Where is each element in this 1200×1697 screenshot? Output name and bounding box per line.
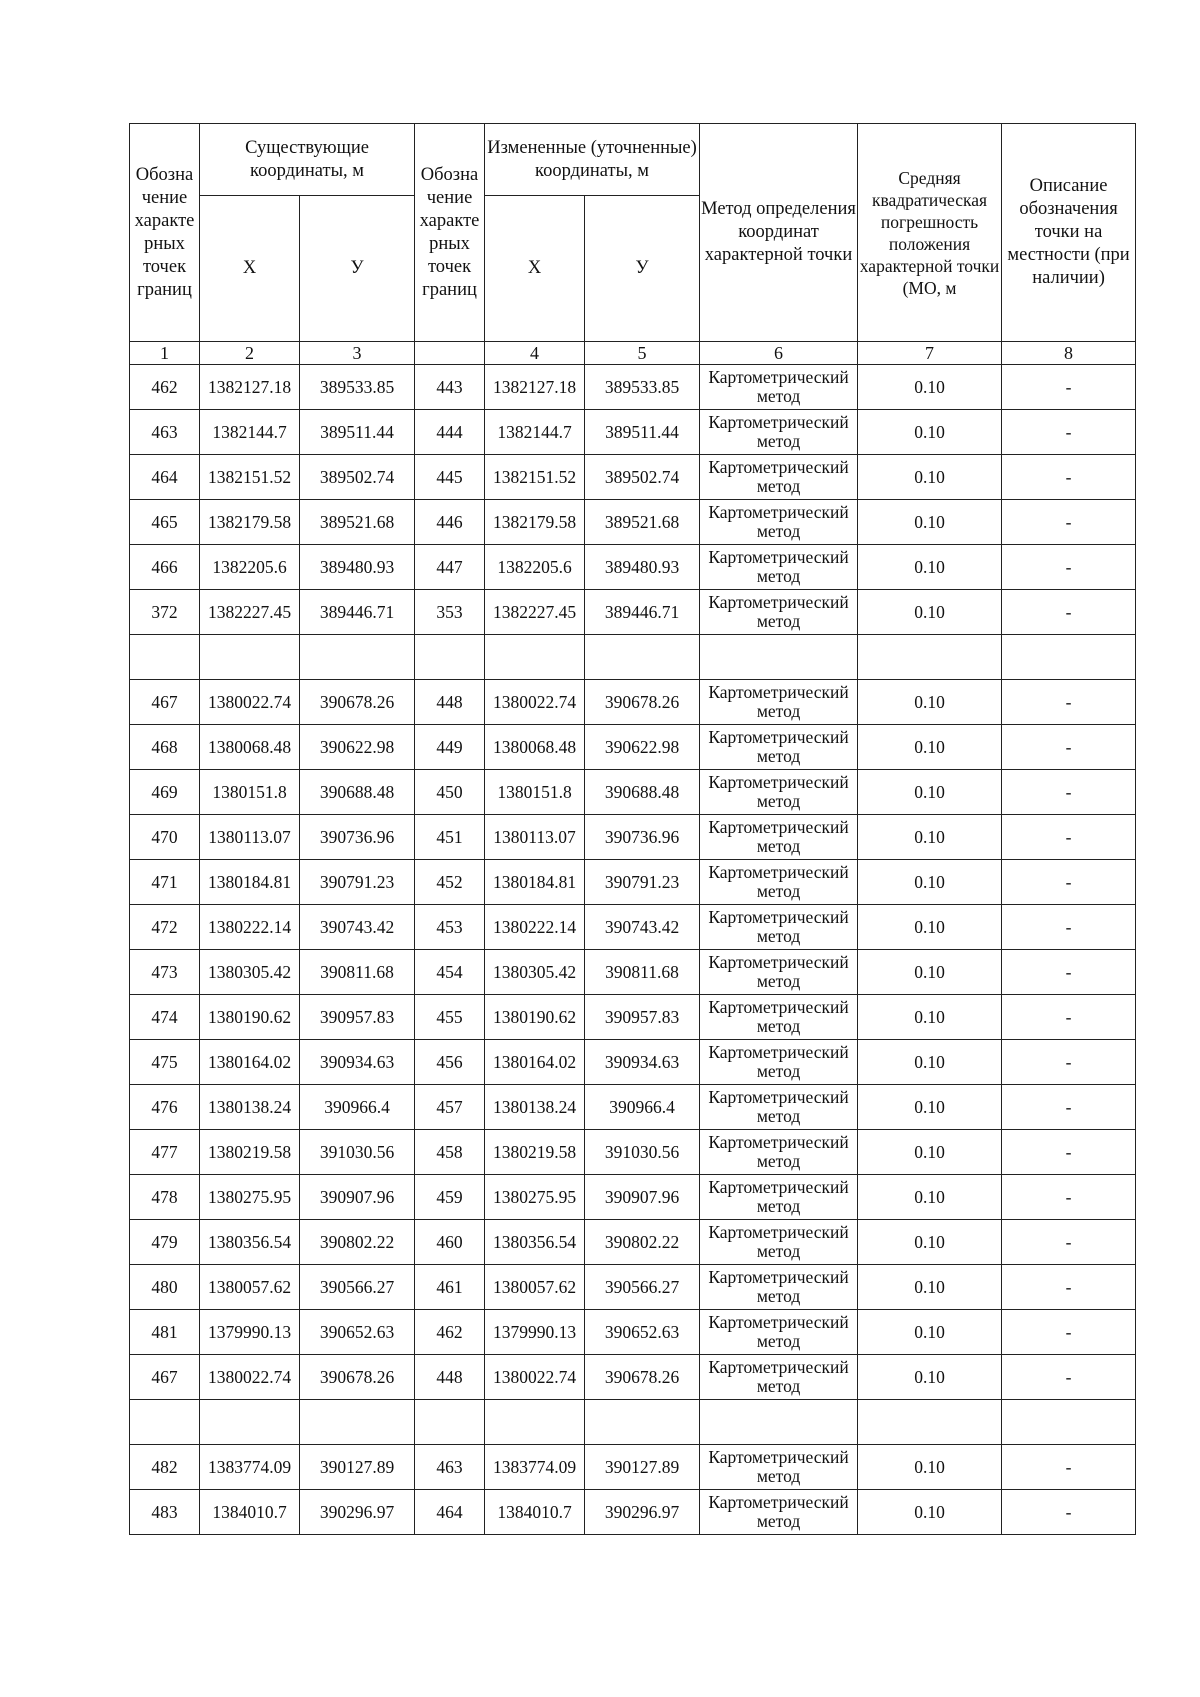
changed-x-cell: 1380184.81 [485,860,585,905]
method-cell: Картометрический метод [700,590,858,635]
changed-x-cell: 1380356.54 [485,1220,585,1265]
existing-y-cell: 390811.68 [300,950,415,995]
existing-point-cell: 464 [130,455,200,500]
existing-x-cell: 1380138.24 [200,1085,300,1130]
method-cell: Картометрический метод [700,815,858,860]
header-existing-x: Х [200,196,300,342]
changed-point-cell: 446 [415,500,485,545]
existing-y-cell: 390934.63 [300,1040,415,1085]
empty-cell [200,1400,300,1445]
mean-error-cell: 0.10 [858,1175,1002,1220]
changed-y-cell: 391030.56 [585,1130,700,1175]
existing-y-cell: 390678.26 [300,1355,415,1400]
existing-x-cell: 1380219.58 [200,1130,300,1175]
description-cell: - [1002,455,1136,500]
changed-x-cell: 1380068.48 [485,725,585,770]
empty-cell [700,1400,858,1445]
method-cell: Картометрический метод [700,905,858,950]
existing-x-cell: 1380022.74 [200,680,300,725]
changed-x-cell: 1380113.07 [485,815,585,860]
changed-x-cell: 1380275.95 [485,1175,585,1220]
table-row [130,725,1136,770]
existing-y-cell: 389502.74 [300,455,415,500]
description-cell: - [1002,815,1136,860]
changed-point-cell: 451 [415,815,485,860]
existing-y-cell: 390622.98 [300,725,415,770]
existing-point-cell: 476 [130,1085,200,1130]
existing-y-cell: 390127.89 [300,1445,415,1490]
changed-x-cell: 1382144.7 [485,410,585,455]
mean-error-cell: 0.10 [858,725,1002,770]
mean-error-cell: 0.10 [858,1085,1002,1130]
empty-cell [1002,1400,1136,1445]
changed-x-cell: 1380057.62 [485,1265,585,1310]
changed-x-cell: 1380164.02 [485,1040,585,1085]
changed-y-cell: 390566.27 [585,1265,700,1310]
table-row [130,905,1136,950]
table-row [130,1175,1136,1220]
header-designation-existing: Обозна чение характе рных точек границ [130,124,200,342]
changed-point-cell: 458 [415,1130,485,1175]
changed-y-cell: 389511.44 [585,410,700,455]
changed-point-cell: 443 [415,365,485,410]
changed-x-cell: 1380190.62 [485,995,585,1040]
column-number: 3 [300,342,415,365]
coordinates-table [129,123,1136,1535]
description-cell: - [1002,500,1136,545]
empty-cell [700,635,858,680]
existing-point-cell: 469 [130,770,200,815]
mean-error-cell: 0.10 [858,545,1002,590]
header-existing-y: У [300,196,415,342]
method-cell: Картометрический метод [700,1130,858,1175]
changed-x-cell: 1379990.13 [485,1310,585,1355]
changed-x-cell: 1380138.24 [485,1085,585,1130]
existing-y-cell: 389511.44 [300,410,415,455]
header-description: Описание обозначения точки на местности (при наличии) [1002,124,1136,342]
existing-point-cell: 479 [130,1220,200,1265]
mean-error-cell: 0.10 [858,995,1002,1040]
empty-cell [300,1400,415,1445]
existing-point-cell: 471 [130,860,200,905]
description-cell: - [1002,860,1136,905]
header-mean-error: Средняя квадратическая погрешность положения характерной точки (МО, м [858,124,1002,342]
table-row [130,410,1136,455]
mean-error-cell: 0.10 [858,1265,1002,1310]
existing-x-cell: 1380113.07 [200,815,300,860]
changed-x-cell: 1382151.52 [485,455,585,500]
existing-x-cell: 1382227.45 [200,590,300,635]
method-cell: Картометрический метод [700,860,858,905]
existing-x-cell: 1380190.62 [200,995,300,1040]
method-cell: Картометрический метод [700,1175,858,1220]
existing-x-cell: 1380275.95 [200,1175,300,1220]
existing-y-cell: 390907.96 [300,1175,415,1220]
table-row [130,455,1136,500]
empty-cell [1002,635,1136,680]
empty-cell [858,635,1002,680]
header-changed-y: У [585,196,700,342]
existing-x-cell: 1380222.14 [200,905,300,950]
changed-y-cell: 390127.89 [585,1445,700,1490]
mean-error-cell: 0.10 [858,1310,1002,1355]
description-cell: - [1002,365,1136,410]
existing-point-cell: 470 [130,815,200,860]
existing-point-cell: 473 [130,950,200,995]
table-row [130,770,1136,815]
changed-point-cell: 452 [415,860,485,905]
header-changed-x: Х [485,196,585,342]
mean-error-cell: 0.10 [858,590,1002,635]
changed-point-cell: 464 [415,1490,485,1535]
column-number: 6 [700,342,858,365]
changed-x-cell: 1380219.58 [485,1130,585,1175]
changed-point-cell: 456 [415,1040,485,1085]
table-row [130,365,1136,410]
description-cell: - [1002,1490,1136,1535]
mean-error-cell: 0.10 [858,770,1002,815]
existing-point-cell: 474 [130,995,200,1040]
method-cell: Картометрический метод [700,1310,858,1355]
header-designation-changed: Обозна чение характе рных точек границ [415,124,485,342]
existing-y-cell: 390957.83 [300,995,415,1040]
changed-y-cell: 390811.68 [585,950,700,995]
existing-x-cell: 1380022.74 [200,1355,300,1400]
changed-y-cell: 390791.23 [585,860,700,905]
changed-y-cell: 390678.26 [585,680,700,725]
mean-error-cell: 0.10 [858,680,1002,725]
changed-x-cell: 1380022.74 [485,680,585,725]
changed-point-cell: 455 [415,995,485,1040]
description-cell: - [1002,680,1136,725]
changed-y-cell: 389446.71 [585,590,700,635]
existing-point-cell: 372 [130,590,200,635]
existing-x-cell: 1382144.7 [200,410,300,455]
column-number: 7 [858,342,1002,365]
existing-x-cell: 1380057.62 [200,1265,300,1310]
table-row [130,860,1136,905]
column-number: 4 [485,342,585,365]
method-cell: Картометрический метод [700,995,858,1040]
description-cell: - [1002,1085,1136,1130]
existing-point-cell: 466 [130,545,200,590]
method-cell: Картометрический метод [700,1220,858,1265]
table-row [130,995,1136,1040]
table-row [130,590,1136,635]
existing-x-cell: 1383774.09 [200,1445,300,1490]
mean-error-cell: 0.10 [858,410,1002,455]
table-row [130,1130,1136,1175]
existing-point-cell: 465 [130,500,200,545]
header-existing-coordinates: Существующие координаты, м [200,124,415,196]
table-row [130,815,1136,860]
empty-cell [200,635,300,680]
changed-point-cell: 448 [415,680,485,725]
changed-point-cell: 461 [415,1265,485,1310]
table-row [130,1085,1136,1130]
table-row [130,1490,1136,1535]
changed-y-cell: 390296.97 [585,1490,700,1535]
method-cell: Картометрический метод [700,545,858,590]
existing-x-cell: 1380305.42 [200,950,300,995]
empty-cell [485,635,585,680]
empty-cell [130,1400,200,1445]
description-cell: - [1002,1355,1136,1400]
existing-x-cell: 1379990.13 [200,1310,300,1355]
existing-y-cell: 390296.97 [300,1490,415,1535]
method-cell: Картометрический метод [700,950,858,995]
existing-y-cell: 390966.4 [300,1085,415,1130]
existing-y-cell: 389521.68 [300,500,415,545]
existing-x-cell: 1380164.02 [200,1040,300,1085]
changed-x-cell: 1382205.6 [485,545,585,590]
mean-error-cell: 0.10 [858,1040,1002,1085]
description-cell: - [1002,410,1136,455]
mean-error-cell: 0.10 [858,1445,1002,1490]
existing-x-cell: 1382179.58 [200,500,300,545]
mean-error-cell: 0.10 [858,1130,1002,1175]
description-cell: - [1002,950,1136,995]
method-cell: Картометрический метод [700,770,858,815]
changed-point-cell: 448 [415,1355,485,1400]
table-row [130,500,1136,545]
existing-y-cell: 390743.42 [300,905,415,950]
column-number: 8 [1002,342,1136,365]
changed-point-cell: 449 [415,725,485,770]
changed-x-cell: 1383774.09 [485,1445,585,1490]
changed-y-cell: 389480.93 [585,545,700,590]
changed-point-cell: 450 [415,770,485,815]
existing-x-cell: 1380356.54 [200,1220,300,1265]
changed-y-cell: 390934.63 [585,1040,700,1085]
method-cell: Картометрический метод [700,455,858,500]
existing-point-cell: 462 [130,365,200,410]
changed-point-cell: 447 [415,545,485,590]
description-cell: - [1002,1310,1136,1355]
existing-point-cell: 481 [130,1310,200,1355]
table-row [130,545,1136,590]
existing-x-cell: 1384010.7 [200,1490,300,1535]
changed-x-cell: 1380222.14 [485,905,585,950]
changed-point-cell: 454 [415,950,485,995]
method-cell: Картометрический метод [700,1445,858,1490]
changed-point-cell: 353 [415,590,485,635]
table-row [130,1040,1136,1085]
description-cell: - [1002,1265,1136,1310]
changed-x-cell: 1382227.45 [485,590,585,635]
separator-row [130,1400,1136,1445]
description-cell: - [1002,725,1136,770]
changed-x-cell: 1384010.7 [485,1490,585,1535]
mean-error-cell: 0.10 [858,365,1002,410]
existing-y-cell: 390791.23 [300,860,415,905]
description-cell: - [1002,1175,1136,1220]
column-number-row [130,342,1136,365]
method-cell: Картометрический метод [700,365,858,410]
description-cell: - [1002,770,1136,815]
column-number: 5 [585,342,700,365]
existing-point-cell: 475 [130,1040,200,1085]
existing-y-cell: 389446.71 [300,590,415,635]
existing-point-cell: 480 [130,1265,200,1310]
changed-y-cell: 389533.85 [585,365,700,410]
changed-y-cell: 390957.83 [585,995,700,1040]
empty-cell [415,1400,485,1445]
mean-error-cell: 0.10 [858,905,1002,950]
existing-x-cell: 1380068.48 [200,725,300,770]
header-method: Метод определения координат характерной точки [700,124,858,342]
mean-error-cell: 0.10 [858,500,1002,545]
existing-y-cell: 390566.27 [300,1265,415,1310]
description-cell: - [1002,590,1136,635]
existing-x-cell: 1382151.52 [200,455,300,500]
column-number [415,342,485,365]
changed-y-cell: 389521.68 [585,500,700,545]
existing-point-cell: 482 [130,1445,200,1490]
description-cell: - [1002,1040,1136,1085]
empty-cell [485,1400,585,1445]
empty-cell [585,635,700,680]
header-changed-coordinates: Измененные (уточненные) координаты, м [485,124,700,196]
changed-point-cell: 444 [415,410,485,455]
description-cell: - [1002,1445,1136,1490]
changed-point-cell: 459 [415,1175,485,1220]
existing-y-cell: 391030.56 [300,1130,415,1175]
existing-x-cell: 1380151.8 [200,770,300,815]
changed-x-cell: 1380305.42 [485,950,585,995]
existing-point-cell: 468 [130,725,200,770]
changed-y-cell: 390688.48 [585,770,700,815]
mean-error-cell: 0.10 [858,455,1002,500]
changed-point-cell: 445 [415,455,485,500]
description-cell: - [1002,1220,1136,1265]
existing-y-cell: 389533.85 [300,365,415,410]
empty-cell [130,635,200,680]
existing-y-cell: 390688.48 [300,770,415,815]
table-row [130,950,1136,995]
separator-row [130,635,1136,680]
existing-y-cell: 390678.26 [300,680,415,725]
existing-x-cell: 1380184.81 [200,860,300,905]
column-number: 2 [200,342,300,365]
existing-x-cell: 1382127.18 [200,365,300,410]
method-cell: Картометрический метод [700,725,858,770]
table-row [130,1310,1136,1355]
changed-y-cell: 390736.96 [585,815,700,860]
existing-point-cell: 472 [130,905,200,950]
method-cell: Картометрический метод [700,1265,858,1310]
method-cell: Картометрический метод [700,680,858,725]
method-cell: Картометрический метод [700,1355,858,1400]
existing-y-cell: 390802.22 [300,1220,415,1265]
existing-point-cell: 463 [130,410,200,455]
existing-point-cell: 477 [130,1130,200,1175]
table-row [130,1220,1136,1265]
changed-y-cell: 390678.26 [585,1355,700,1400]
table-row [130,1355,1136,1400]
existing-x-cell: 1382205.6 [200,545,300,590]
changed-y-cell: 390622.98 [585,725,700,770]
mean-error-cell: 0.10 [858,1220,1002,1265]
mean-error-cell: 0.10 [858,860,1002,905]
changed-point-cell: 460 [415,1220,485,1265]
method-cell: Картометрический метод [700,500,858,545]
existing-point-cell: 478 [130,1175,200,1220]
method-cell: Картометрический метод [700,1085,858,1130]
description-cell: - [1002,545,1136,590]
description-cell: - [1002,905,1136,950]
existing-y-cell: 390736.96 [300,815,415,860]
changed-x-cell: 1380151.8 [485,770,585,815]
existing-y-cell: 389480.93 [300,545,415,590]
changed-point-cell: 457 [415,1085,485,1130]
table-row [130,1265,1136,1310]
method-cell: Картометрический метод [700,1490,858,1535]
existing-point-cell: 483 [130,1490,200,1535]
existing-point-cell: 467 [130,680,200,725]
empty-cell [300,635,415,680]
method-cell: Картометрический метод [700,410,858,455]
mean-error-cell: 0.10 [858,815,1002,860]
existing-point-cell: 467 [130,1355,200,1400]
changed-point-cell: 462 [415,1310,485,1355]
column-number: 1 [130,342,200,365]
table-row [130,1445,1136,1490]
mean-error-cell: 0.10 [858,1355,1002,1400]
changed-y-cell: 389502.74 [585,455,700,500]
changed-y-cell: 390907.96 [585,1175,700,1220]
changed-y-cell: 390652.63 [585,1310,700,1355]
empty-cell [585,1400,700,1445]
table-row [130,680,1136,725]
changed-y-cell: 390802.22 [585,1220,700,1265]
empty-cell [858,1400,1002,1445]
changed-x-cell: 1380022.74 [485,1355,585,1400]
empty-cell [415,635,485,680]
mean-error-cell: 0.10 [858,950,1002,995]
existing-y-cell: 390652.63 [300,1310,415,1355]
changed-y-cell: 390966.4 [585,1085,700,1130]
description-cell: - [1002,995,1136,1040]
changed-point-cell: 463 [415,1445,485,1490]
changed-y-cell: 390743.42 [585,905,700,950]
changed-x-cell: 1382179.58 [485,500,585,545]
mean-error-cell: 0.10 [858,1490,1002,1535]
changed-point-cell: 453 [415,905,485,950]
description-cell: - [1002,1130,1136,1175]
method-cell: Картометрический метод [700,1040,858,1085]
changed-x-cell: 1382127.18 [485,365,585,410]
